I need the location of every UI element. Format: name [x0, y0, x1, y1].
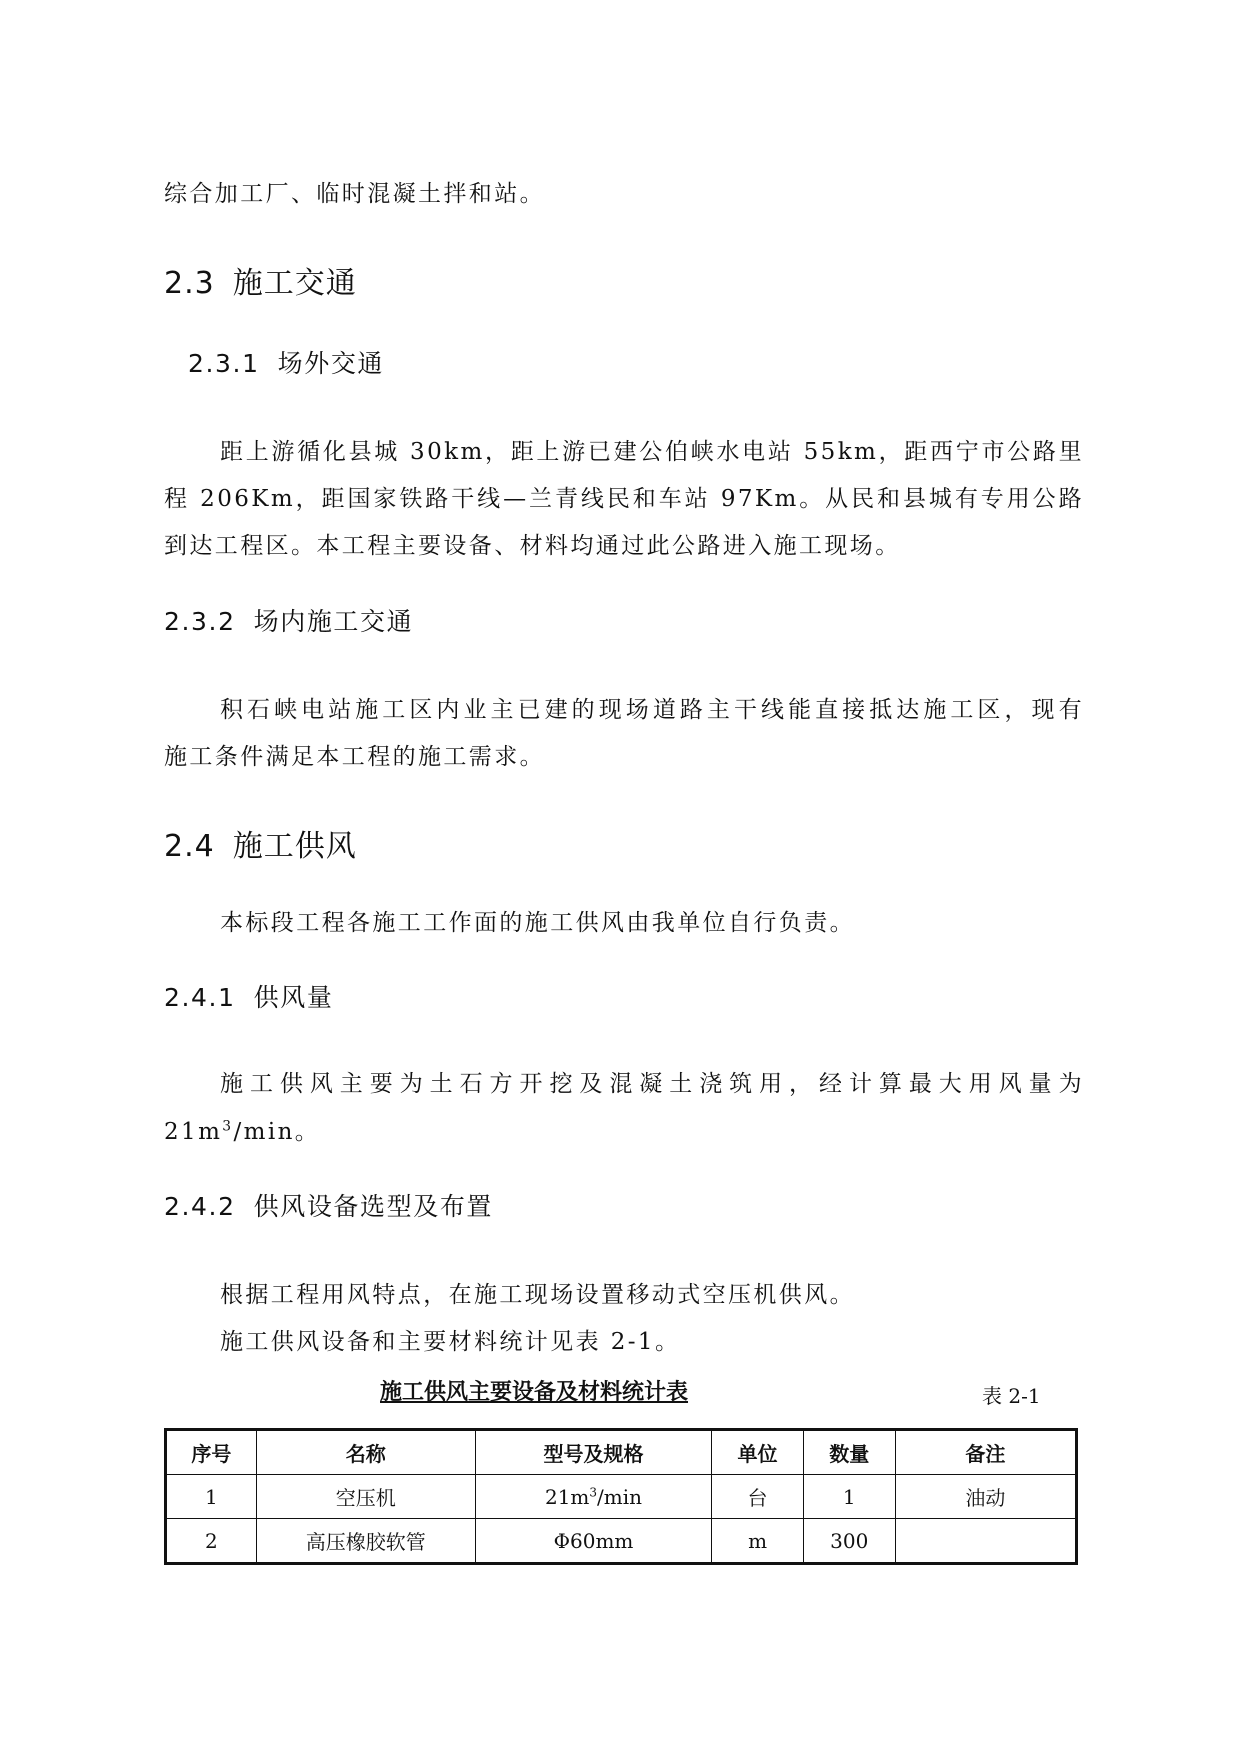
- cell-qty: 1: [803, 1475, 895, 1519]
- paragraph-intro-end: 综合加工厂、临时混凝土拌和站。: [164, 181, 545, 207]
- heading-title: 供风量: [253, 983, 334, 1012]
- paragraph-offsite-line-3: 到达工程区。本工程主要设备、材料均通过此公路进入施工现场。: [164, 533, 901, 559]
- heading-number: 2.3.2: [164, 607, 236, 636]
- header-qty: 数量: [803, 1430, 895, 1475]
- heading-2-3: [164, 266, 357, 301]
- heading-title: 施工供风: [232, 829, 357, 864]
- heading-title: 场内施工交通: [253, 607, 414, 636]
- spec-value: 21m: [544, 1484, 590, 1509]
- header-unit: 单位: [712, 1430, 804, 1475]
- air-volume-unit: /min。: [233, 1119, 321, 1145]
- paragraph-onsite-line-2: 施工条件满足本工程的施工需求。: [164, 744, 545, 770]
- spec-exponent: 3: [589, 1484, 598, 1499]
- cell-spec: [475, 1519, 711, 1564]
- paragraph-air-supply: 本标段工程各施工工作面的施工供风由我单位自行负责。: [220, 910, 855, 936]
- heading-2-4: [164, 829, 357, 864]
- paragraph-air-volume-line-2: [164, 1118, 321, 1145]
- heading-2-3-2: [164, 609, 413, 634]
- table-header-row: [166, 1430, 1077, 1475]
- cell-name: 空压机: [256, 1475, 475, 1519]
- heading-title: 供风设备选型及布置: [253, 1192, 494, 1221]
- paragraph-onsite-line-1: 积石峡电站施工区内业主已建的现场道路主干线能直接抵达施工区，现有: [220, 697, 1084, 723]
- cell-spec: [475, 1475, 711, 1519]
- cell-name: 高压橡胶软管: [256, 1519, 475, 1564]
- cell-no: 2: [166, 1519, 257, 1564]
- air-volume-value: 21m: [164, 1119, 223, 1145]
- table-row: [166, 1519, 1077, 1564]
- spec-value: Φ60mm: [553, 1528, 634, 1553]
- header-spec: 型号及规格: [475, 1430, 711, 1475]
- heading-number: 2.3.1: [188, 349, 260, 378]
- paragraph-equipment-line-1: 根据工程用风特点，在施工现场设置移动式空压机供风。: [220, 1282, 855, 1308]
- header-note: 备注: [895, 1430, 1076, 1475]
- paragraph-air-volume-line-1: 施工供风主要为土石方开挖及混凝土浇筑用，经计算最大用风量为: [220, 1071, 1084, 1097]
- equipment-table: [164, 1428, 1078, 1565]
- table-caption: 施工供风主要设备及材料统计表: [380, 1380, 689, 1405]
- heading-2-4-1: [164, 985, 333, 1010]
- cell-note: 油动: [895, 1475, 1076, 1519]
- cell-qty: 300: [803, 1519, 895, 1564]
- heading-2-3-1: [188, 351, 384, 376]
- header-name: 名称: [256, 1430, 475, 1475]
- spec-unit: /min: [597, 1484, 643, 1509]
- cell-no: 1: [166, 1475, 257, 1519]
- paragraph-equipment-line-2: 施工供风设备和主要材料统计见表 2-1。: [220, 1329, 681, 1355]
- heading-title: 场外交通: [277, 349, 385, 378]
- cell-unit: 台: [712, 1475, 804, 1519]
- header-no: 序号: [166, 1430, 257, 1475]
- heading-2-4-2: [164, 1194, 493, 1219]
- cell-note: [895, 1519, 1076, 1564]
- heading-number: 2.3: [164, 266, 215, 301]
- paragraph-offsite-line-2: 程 206Km，距国家铁路干线—兰青线民和车站 97Km。从民和县城有专用公路: [164, 486, 1084, 512]
- air-volume-exponent: 3: [222, 1118, 234, 1135]
- heading-number: 2.4: [164, 829, 215, 864]
- table-number: 表 2-1: [982, 1384, 1041, 1408]
- heading-title: 施工交通: [232, 266, 357, 301]
- cell-unit: m: [712, 1519, 804, 1564]
- heading-number: 2.4.1: [164, 983, 236, 1012]
- paragraph-offsite-line-1: 距上游循化县城 30km，距上游已建公伯峡水电站 55km，距西宁市公路里: [220, 439, 1084, 465]
- table-row: [166, 1475, 1077, 1519]
- heading-number: 2.4.2: [164, 1192, 236, 1221]
